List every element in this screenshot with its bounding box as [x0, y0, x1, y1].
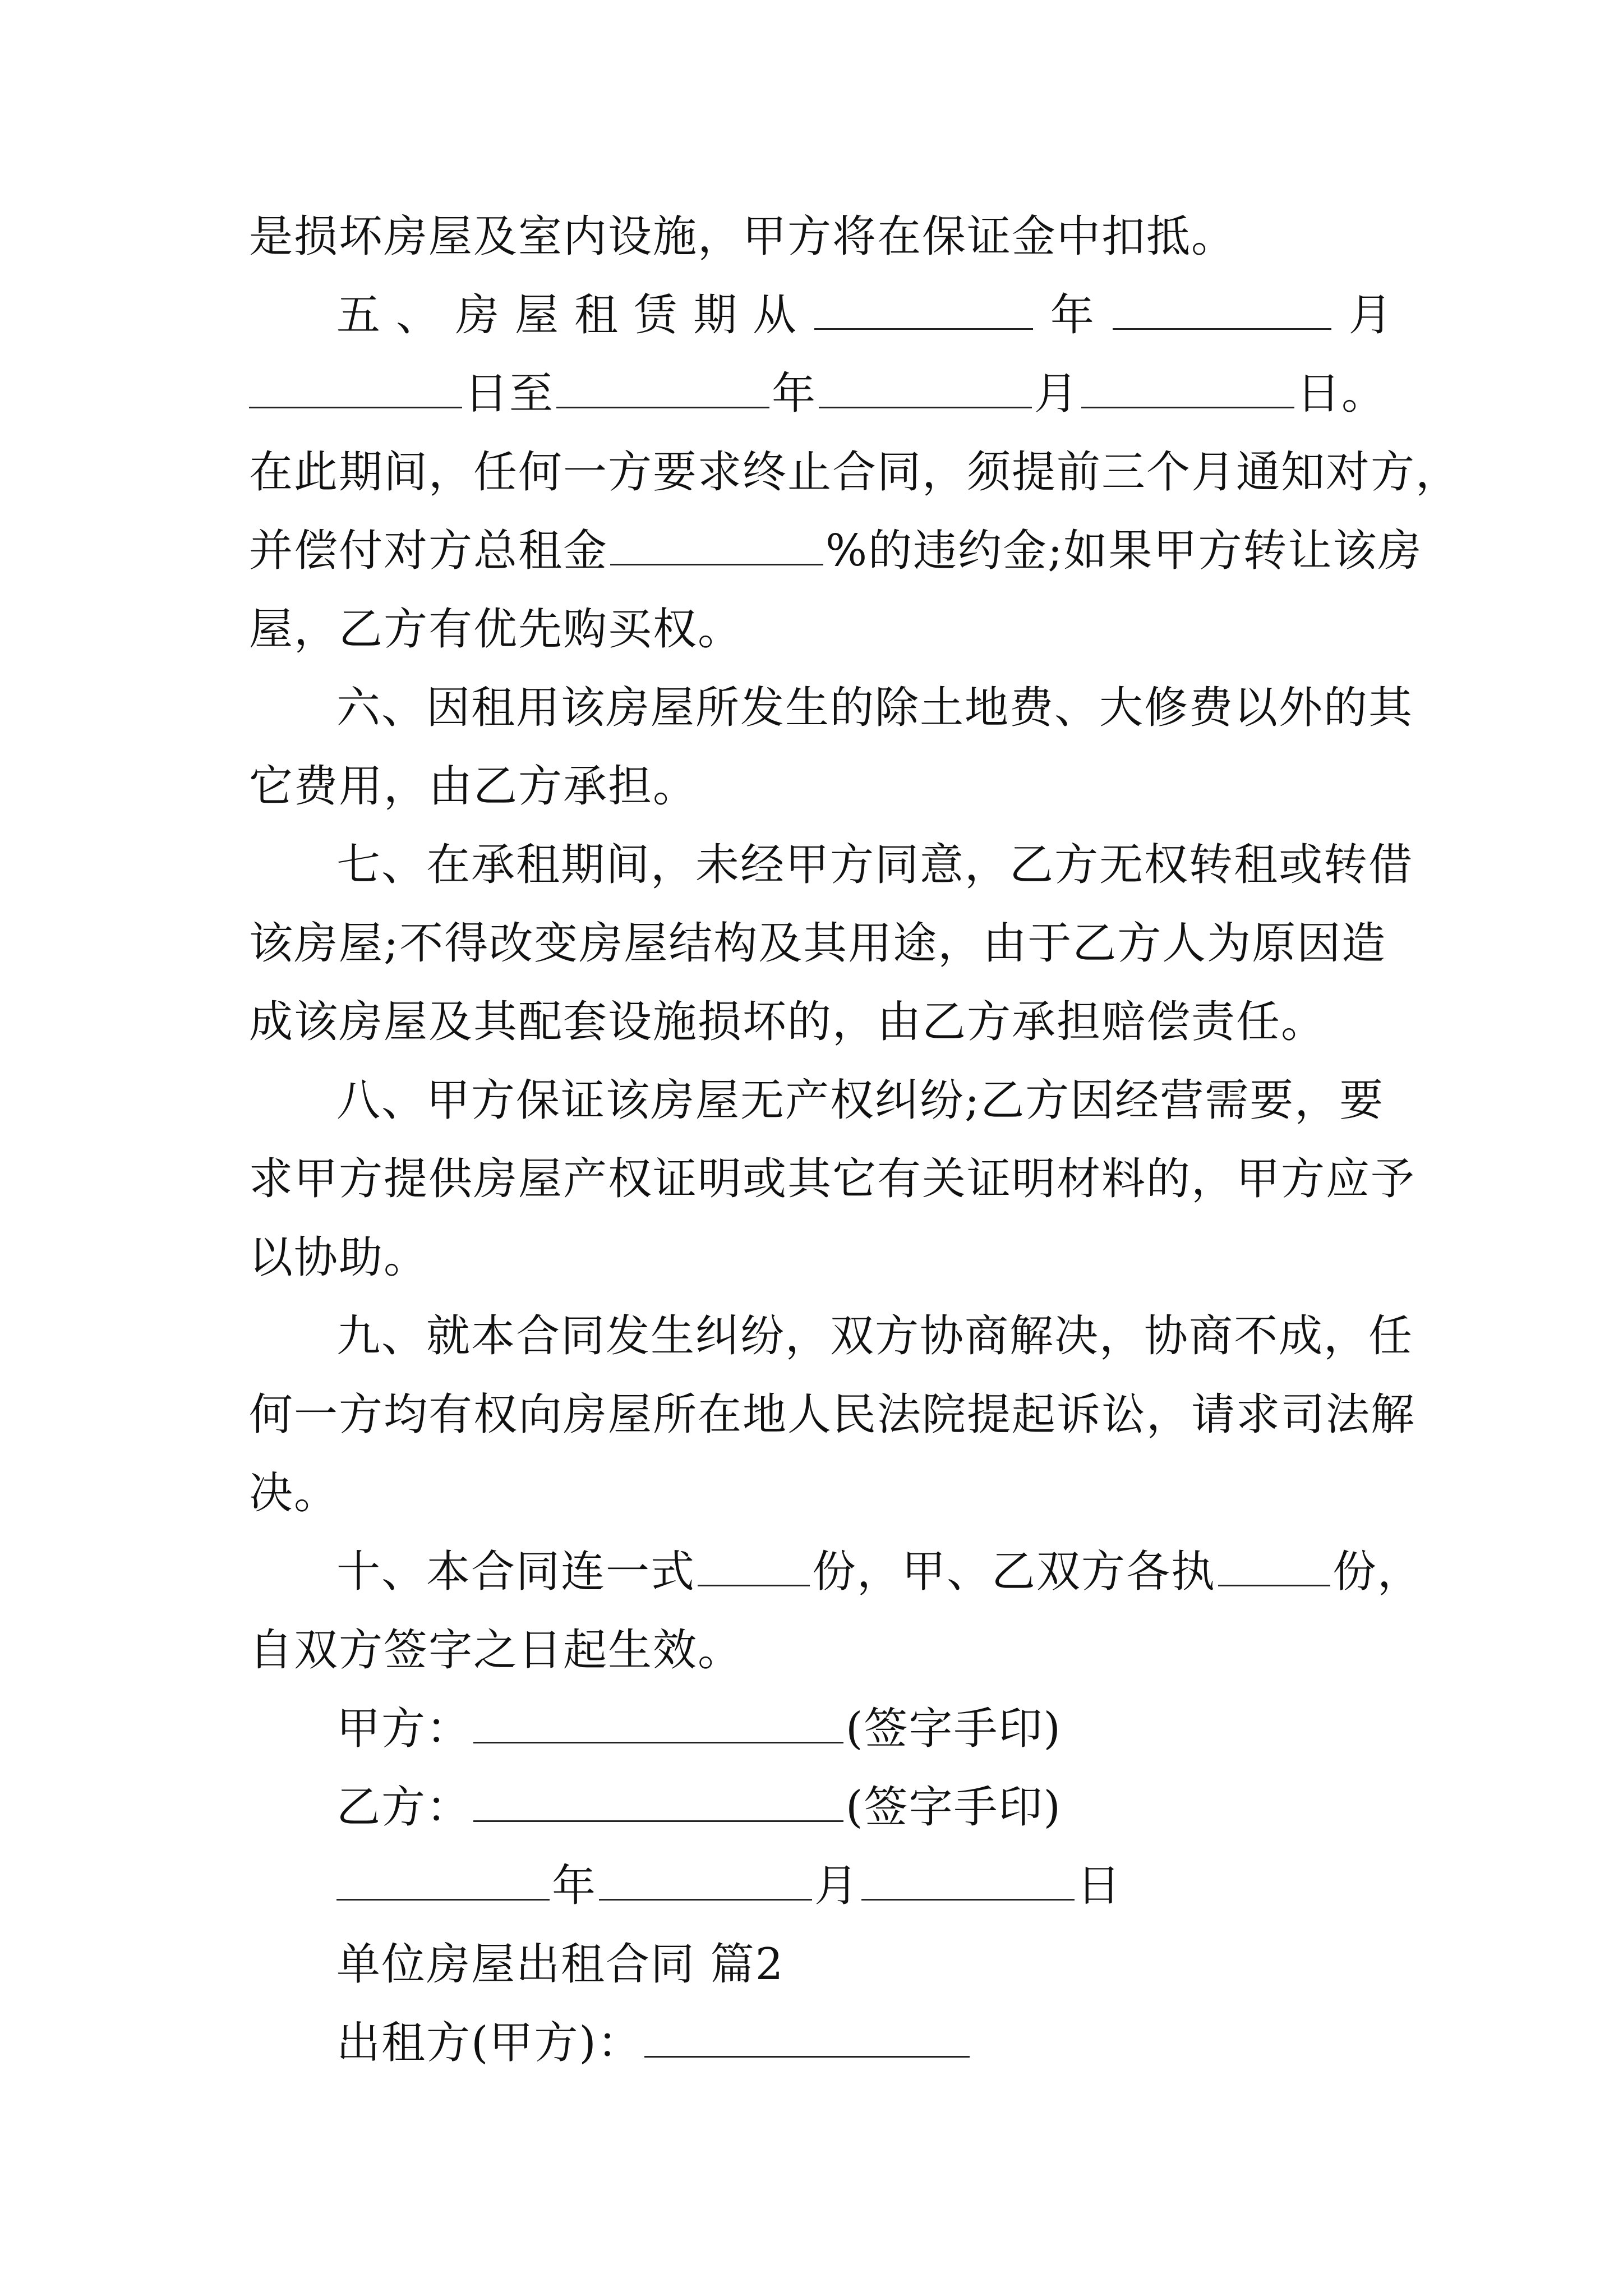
clause-8-line	[336, 1073, 1481, 1129]
copies-total-blank	[698, 1545, 810, 1586]
text: 月	[1348, 290, 1394, 341]
text: 月	[814, 1861, 860, 1911]
paragraph-line	[249, 915, 1393, 972]
text: 出租方(甲方)：	[336, 2018, 642, 2068]
text: 十、本合同连一式	[336, 1547, 696, 1597]
paragraph-line	[249, 523, 1423, 579]
year-blank	[336, 1860, 550, 1901]
text: 年	[772, 369, 817, 419]
paragraph-line	[249, 1230, 1393, 1286]
paragraph-line	[249, 1465, 1393, 1521]
text: (签字手印)	[846, 1782, 1062, 1833]
text: 乙方：	[336, 1782, 472, 1833]
text: 并偿付对方总租金	[249, 526, 608, 576]
party-a-signature-line	[336, 1701, 1481, 1757]
party-b-signature-line	[336, 1779, 1481, 1835]
signing-date-line	[336, 1858, 1481, 1914]
text: 月	[1034, 369, 1080, 419]
paragraph-line	[249, 601, 1393, 657]
text: 五、房屋租赁期从	[336, 290, 813, 341]
lessor-name-blank	[644, 2017, 970, 2058]
text: 该房屋;不得改变房屋结构及其用途，由于乙方人为原因造	[249, 918, 1387, 969]
text: 以协助。	[249, 1232, 429, 1283]
year-blank	[814, 289, 1033, 330]
text: 求甲方提供房屋产权证明或其它有关证明材料的，甲方应予	[249, 1154, 1416, 1204]
paragraph-line	[249, 758, 1393, 815]
text: 年	[1050, 290, 1095, 341]
paragraph-line	[249, 444, 1461, 500]
lessor-line	[336, 2015, 1481, 2071]
party-a-signature-blank	[473, 1703, 843, 1743]
text: 八、甲方保证该房屋无产权纠纷;乙方因经营需要，要	[336, 1075, 1385, 1126]
paragraph-line	[249, 994, 1393, 1050]
clause-5-dates-line	[249, 366, 1393, 422]
month-blank	[1113, 289, 1331, 330]
day-blank	[1081, 367, 1294, 408]
text: 日至	[464, 369, 555, 419]
text: 是损坏房屋及室内设施，甲方将在保证金中扣抵。	[249, 211, 1237, 262]
text: 日。	[1297, 369, 1387, 419]
month-blank	[599, 1860, 812, 1901]
clause-9-line	[336, 1308, 1481, 1364]
day-blank	[861, 1860, 1075, 1901]
text: 单位房屋出租合同 篇2	[336, 1939, 785, 1990]
copies-each-blank	[1218, 1545, 1330, 1586]
text: 甲方：	[336, 1704, 472, 1754]
month-blank	[819, 367, 1032, 408]
clause-10-line	[336, 1544, 1481, 1600]
day-blank	[249, 367, 462, 408]
text: 九、就本合同发生纠纷，双方协商解决，协商不成，任	[336, 1311, 1414, 1361]
paragraph-line	[249, 1622, 1393, 1678]
paragraph-line	[249, 209, 1393, 265]
clause-7-line	[336, 837, 1481, 893]
text: 日	[1077, 1861, 1122, 1911]
text: %的违约金;如果甲方转让该房	[826, 526, 1423, 576]
text: 自双方签字之日起生效。	[249, 1625, 743, 1676]
section-heading	[336, 1936, 1481, 1993]
year-blank	[556, 367, 769, 408]
text: 份，	[1332, 1547, 1423, 1597]
text: 决。	[249, 1468, 339, 1519]
text: 七、在承租期间，未经甲方同意，乙方无权转租或转借	[336, 840, 1414, 890]
paragraph-line	[249, 1387, 1416, 1443]
text: 六、因租用该房屋所发生的除土地费、大修费以外的其	[336, 683, 1414, 733]
text: 年	[552, 1861, 597, 1911]
text: 份，甲、乙双方各执	[812, 1547, 1216, 1597]
paragraph-line	[249, 1151, 1416, 1207]
text: 屋，乙方有优先购买权。	[249, 604, 743, 655]
text: (签字手印)	[846, 1704, 1062, 1754]
text: 在此期间，任何一方要求终止合同，须提前三个月通知对方，	[249, 447, 1461, 498]
clause-6-line	[336, 680, 1481, 736]
penalty-percent-blank	[610, 524, 823, 565]
party-b-signature-blank	[473, 1781, 843, 1822]
clause-5-line	[336, 287, 1481, 343]
text: 何一方均有权向房屋所在地人民法院提起诉讼，请求司法解	[249, 1389, 1416, 1440]
text: 成该房屋及其配套设施损坏的，由乙方承担赔偿责任。	[249, 997, 1326, 1047]
text: 它费用，由乙方承担。	[249, 761, 698, 812]
